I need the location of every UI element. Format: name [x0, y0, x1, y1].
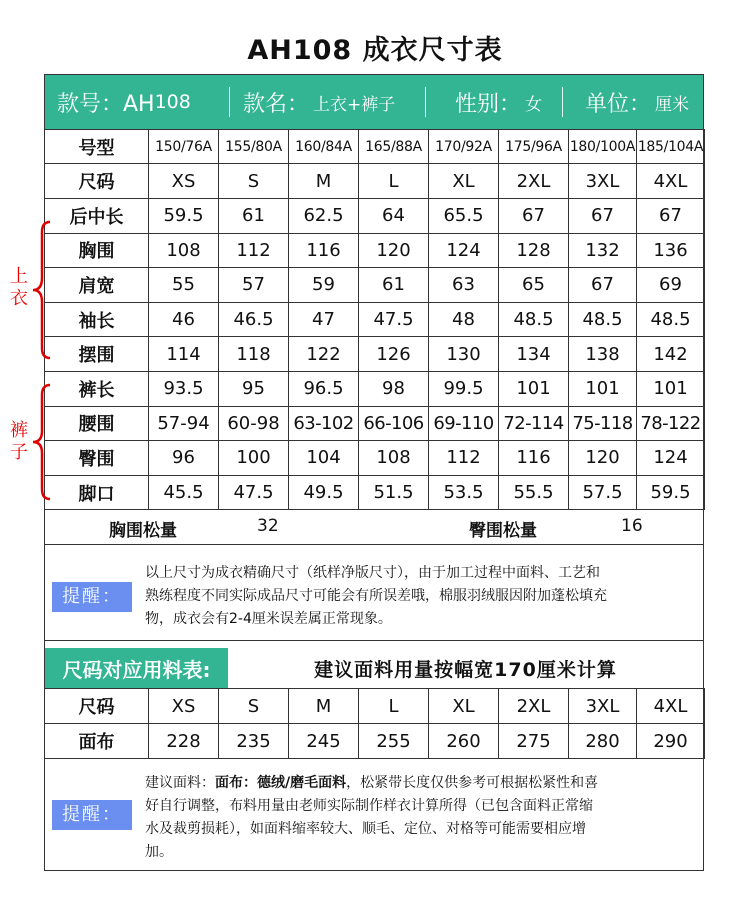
cell-value: 120 [359, 233, 429, 268]
cell-value: 2XL [499, 689, 569, 724]
cell-value: S [219, 689, 289, 724]
style-number [57, 75, 191, 129]
top-brace [30, 220, 52, 360]
cell-value: 46.5 [219, 302, 289, 337]
unit-value: 厘米 [655, 94, 690, 115]
cell-value: 4XL [637, 689, 705, 724]
reminder-line: 好自行调整，布料用量由老师实际制作样衣计算所得（已包含面料正常缩 [145, 798, 593, 814]
cell-value: 122 [289, 337, 359, 372]
row-label: 摆围 [45, 337, 149, 372]
code-row [45, 164, 705, 199]
row-label: 尺码 [45, 689, 149, 724]
row-label: 肩宽 [45, 268, 149, 303]
cell-value: 45.5 [149, 475, 219, 510]
advice-rest: ，松紧带长度仅供参考可根据松紧性和喜 [346, 775, 599, 791]
cell-value: 51.5 [359, 475, 429, 510]
row-label: 尺码 [45, 164, 149, 199]
advice-fabric: 面布：德绒/磨毛面料 [215, 775, 347, 791]
cell-value: 120 [569, 441, 637, 476]
cell-value: 67 [569, 268, 637, 303]
cell-value: 48.5 [499, 302, 569, 337]
cell-value: 65.5 [429, 199, 499, 234]
cell-value: 290 [637, 724, 705, 759]
cell-value: 104 [289, 441, 359, 476]
ease-row [45, 510, 703, 545]
cell-value: 53.5 [429, 475, 499, 510]
cell-value: 116 [289, 233, 359, 268]
row-label: 臀围 [45, 441, 149, 476]
row-label: 裤长 [45, 371, 149, 406]
cell-value: 46 [149, 302, 219, 337]
cell-value: L [359, 689, 429, 724]
cell-value: 75-118 [569, 406, 637, 441]
cell-value: 49.5 [289, 475, 359, 510]
cell-value: 100 [219, 441, 289, 476]
cell-value: 57.5 [569, 475, 637, 510]
header-divider [425, 87, 426, 117]
cell-value: 101 [499, 371, 569, 406]
header-divider [562, 87, 563, 117]
cell-value: 124 [637, 441, 705, 476]
size-table [44, 129, 705, 510]
cell-value: XS [149, 689, 219, 724]
cell-value: 57 [219, 268, 289, 303]
gender [455, 75, 542, 129]
cell-value: 138 [569, 337, 637, 372]
cell-value: XS [149, 164, 219, 199]
cell-value: 142 [637, 337, 705, 372]
table-row [45, 337, 705, 372]
unit [585, 75, 689, 129]
cell-value: 59 [289, 268, 359, 303]
reminder-line: 加。 [145, 844, 173, 860]
row-label: 腰围 [45, 406, 149, 441]
cell-value: 101 [569, 371, 637, 406]
cell-value: 116 [499, 441, 569, 476]
cell-value: M [289, 164, 359, 199]
cell-value: 255 [359, 724, 429, 759]
cell-value: 48 [429, 302, 499, 337]
cell-value: 63-102 [289, 406, 359, 441]
top-group-char: 上衣 [10, 266, 28, 309]
fabric-table [44, 688, 705, 759]
cell-value: 67 [499, 199, 569, 234]
cell-value: 60-98 [219, 406, 289, 441]
cell-value: 124 [429, 233, 499, 268]
cell-value: 72-114 [499, 406, 569, 441]
cell-value: 245 [289, 724, 359, 759]
reminder-line: 物，成衣会有2-4厘米误差属正常现象。 [145, 611, 392, 627]
cell-value: 2XL [499, 164, 569, 199]
cell-value: 132 [569, 233, 637, 268]
cell-value: 62.5 [289, 199, 359, 234]
cell-value: 95 [219, 371, 289, 406]
cell-value: 93.5 [149, 371, 219, 406]
gender-label: 性别： [455, 91, 522, 117]
cell-value: S [219, 164, 289, 199]
cell-value: 48.5 [637, 302, 705, 337]
cell-value: 275 [499, 724, 569, 759]
table-row [45, 199, 705, 234]
cell-value: 118 [219, 337, 289, 372]
top-group-label [10, 266, 30, 310]
cell-value: 47.5 [359, 302, 429, 337]
row-label: 胸围 [45, 233, 149, 268]
cell-value: 65 [499, 268, 569, 303]
cell-value: 4XL [637, 164, 705, 199]
hip-ease-value: 16 [621, 516, 643, 536]
name-label: 款名： [243, 91, 310, 117]
fabric-row [45, 724, 705, 759]
cell-value: 112 [429, 441, 499, 476]
cell-value: 78-122 [637, 406, 705, 441]
pants-brace [30, 383, 52, 501]
reminder-line: 水及裁剪损耗），如面料缩率较大、顺毛、定位、对格等可能需要相应增 [145, 821, 586, 837]
cell-value: 66-106 [359, 406, 429, 441]
cell-value: 69 [637, 268, 705, 303]
cell-value: 96 [149, 441, 219, 476]
cell-value: 170/92A [429, 130, 499, 164]
reminder-tag: 提醒： [52, 582, 132, 612]
table-row [45, 233, 705, 268]
cell-value: 101 [637, 371, 705, 406]
cell-value: 155/80A [219, 130, 289, 164]
cell-value: 99.5 [429, 371, 499, 406]
cell-value: 98 [359, 371, 429, 406]
cell-value: 48.5 [569, 302, 637, 337]
cell-value: 55.5 [499, 475, 569, 510]
cell-value: 57-94 [149, 406, 219, 441]
cell-value: 55 [149, 268, 219, 303]
cell-value: 59.5 [149, 199, 219, 234]
cell-value: 130 [429, 337, 499, 372]
reminder-line: 以上尺寸为成衣精确尺寸（纸样净版尺寸），由于加工过程中面料、工艺和 [145, 565, 600, 581]
fabric-advice: 建议面料用量按幅宽170厘米计算 [314, 658, 617, 681]
cell-value: 175/96A [499, 130, 569, 164]
chest-ease-value: 32 [257, 516, 279, 536]
cell-value: 108 [149, 233, 219, 268]
fabric-section-header [45, 648, 703, 689]
cell-value: 185/104A [637, 130, 705, 164]
cell-value: 150/76A [149, 130, 219, 164]
header-bar [45, 75, 703, 129]
cell-value: 160/84A [289, 130, 359, 164]
cell-value: 126 [359, 337, 429, 372]
cell-value: 67 [569, 199, 637, 234]
cell-value: 3XL [569, 164, 637, 199]
cell-value: 59.5 [637, 475, 705, 510]
cell-value: 180/100A [569, 130, 637, 164]
reminder-text [145, 562, 697, 631]
table-row [45, 441, 705, 476]
row-label: 袖长 [45, 302, 149, 337]
cell-value: 47.5 [219, 475, 289, 510]
cell-value: 108 [359, 441, 429, 476]
header-divider [229, 87, 230, 117]
reminder-tag-2: 提醒： [52, 800, 132, 830]
cell-value: 260 [429, 724, 499, 759]
reminder-text-2 [145, 772, 697, 864]
hip-ease-label: 臀围松量 [469, 521, 537, 541]
cell-value: 228 [149, 724, 219, 759]
pants-group-label [10, 420, 30, 464]
cell-value: 96.5 [289, 371, 359, 406]
table-row [45, 371, 705, 406]
fabric-section-title: 尺码对应用料表: [45, 648, 228, 688]
cell-value: 280 [569, 724, 637, 759]
size-row [45, 130, 705, 164]
chest-ease-label: 胸围松量 [109, 521, 177, 541]
cell-value: 112 [219, 233, 289, 268]
row-label: 后中长 [45, 199, 149, 234]
unit-label: 单位： [585, 91, 652, 117]
table-row [45, 406, 705, 441]
cell-value: 136 [637, 233, 705, 268]
name-value: 上衣+裤子 [313, 94, 396, 115]
cell-value: L [359, 164, 429, 199]
style-num: 108 [154, 91, 191, 113]
cell-value: 3XL [569, 689, 637, 724]
cell-value: XL [429, 164, 499, 199]
cell-value: 63 [429, 268, 499, 303]
row-label: 脚口 [45, 475, 149, 510]
cell-value: 235 [219, 724, 289, 759]
cell-value: 128 [499, 233, 569, 268]
cell-value: 165/88A [359, 130, 429, 164]
cell-value: 67 [637, 199, 705, 234]
cell-value: 61 [219, 199, 289, 234]
code-row [45, 689, 705, 724]
cell-value: 47 [289, 302, 359, 337]
style-name [243, 75, 395, 129]
cell-value: 61 [359, 268, 429, 303]
row-label: 号型 [45, 130, 149, 164]
table-row [45, 268, 705, 303]
pants-group-char: 裤子 [10, 420, 28, 463]
advice-prefix: 建议面料： [145, 775, 215, 791]
style-label: 款号：AH [57, 91, 155, 117]
cell-value: 134 [499, 337, 569, 372]
gender-value: 女 [525, 94, 543, 115]
row-label: 面布 [45, 724, 149, 759]
table-row [45, 475, 705, 510]
table-row [45, 302, 705, 337]
page-title: AH108 成衣尺寸表 [247, 35, 503, 66]
cell-value: 64 [359, 199, 429, 234]
reminder-line: 熟练程度不同实际成品尺寸可能会有所误差哦，棉服羽绒服因附加蓬松填充 [145, 588, 607, 604]
cell-value: M [289, 689, 359, 724]
cell-value: XL [429, 689, 499, 724]
reminder-line [145, 772, 697, 795]
cell-value: 114 [149, 337, 219, 372]
cell-value: 69-110 [429, 406, 499, 441]
